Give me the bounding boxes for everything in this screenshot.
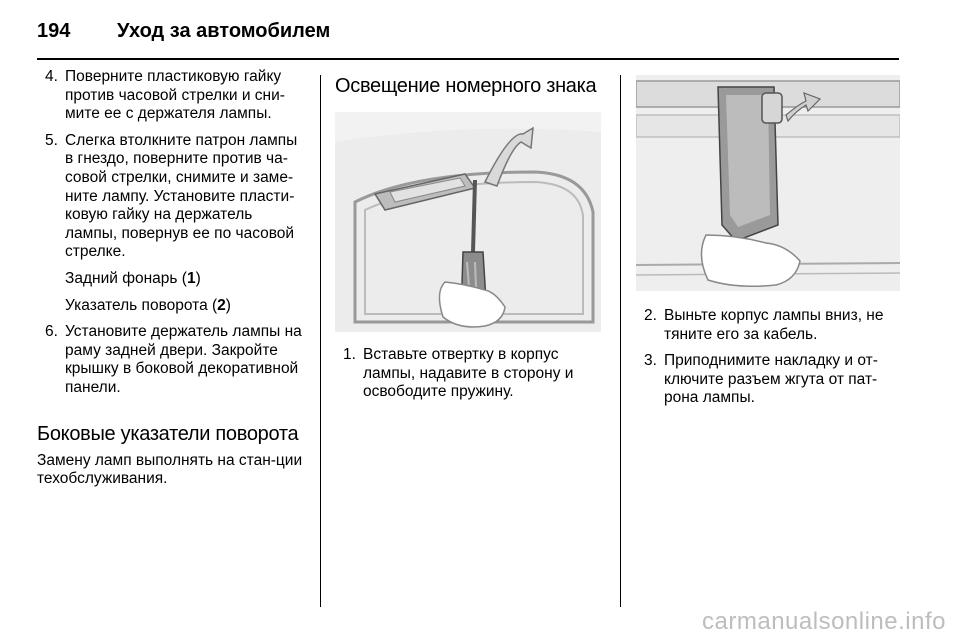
- instruction-list: [636, 307, 900, 408]
- list-item: [37, 132, 307, 262]
- sub-note-turn-signal: Указатель поворота (2): [65, 296, 231, 314]
- list-item: [335, 346, 605, 402]
- instruction-list: [335, 346, 605, 402]
- illustration-lamp-housing: [636, 75, 900, 291]
- item-text: Приподнимите накладку и от-ключите разъем жгута от пат-рона лампы.: [664, 352, 878, 407]
- list-item: [37, 68, 307, 124]
- page-title: Уход за автомобилем: [117, 20, 331, 42]
- item-number: 4.: [45, 68, 58, 85]
- page-number: 194: [37, 20, 71, 42]
- item-number: 2.: [644, 307, 657, 324]
- list-item: [37, 323, 307, 397]
- item-text: Выньте корпус лампы вниз, не тяните его за кабель.: [664, 307, 884, 343]
- section-heading-plate-light: Освещение номерного знака: [335, 75, 597, 97]
- illustration-screwdriver: [335, 112, 601, 332]
- item-number: 3.: [644, 352, 657, 370]
- list-item: [636, 352, 900, 408]
- item-number: 6.: [45, 323, 58, 341]
- item-number: 5.: [45, 131, 58, 149]
- item-text: Поверните пластиковую гайку против часовой стрелки и сни-мите ее с держателя лампы.: [65, 68, 285, 123]
- column-divider-1: [320, 75, 321, 607]
- section-body: Замену ламп выполнять на стан-ции техобслуживания.: [37, 451, 303, 488]
- list-item: [636, 307, 900, 344]
- page-header: [37, 14, 897, 54]
- item-text: Установите держатель лампы на раму задней двери. Закройте крышку в боковой декоративной панели.: [65, 323, 302, 396]
- instruction-list: [37, 68, 307, 262]
- item-text: Вставьте отвертку в корпус лампы, надавите в сторону и освободите пружину.: [363, 346, 574, 401]
- header-rule: [37, 58, 899, 60]
- section-heading-side-indicators: Боковые указатели поворота: [37, 422, 299, 445]
- column-divider-2: [620, 75, 621, 607]
- item-text: Слегка втолкните патрон лампы в гнездо, поверните против ча-совой стрелки, снимите и заме-ните лампу. Установите пласти-ковую гайку на держатель лампы, повернув ее по часовой стрелке.: [65, 131, 298, 261]
- column-middle: [335, 68, 605, 410]
- sub-note-tail-light: Задний фонарь (1): [65, 269, 201, 287]
- instruction-list-continued: [37, 323, 307, 397]
- column-left: [37, 68, 307, 489]
- watermark: carmanualsonline.info: [702, 608, 946, 635]
- column-right: [636, 75, 900, 416]
- item-number: 1.: [343, 346, 356, 363]
